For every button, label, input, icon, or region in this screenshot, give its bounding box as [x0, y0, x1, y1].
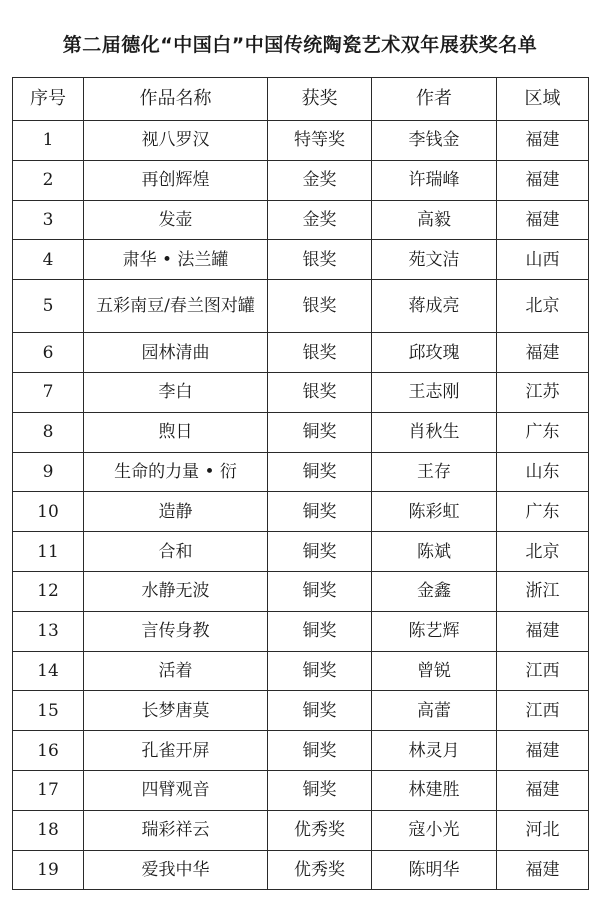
header-region: 区域: [497, 78, 589, 121]
cell-author: 许瑞峰: [372, 160, 497, 200]
cell-award: 优秀奖: [268, 850, 372, 890]
header-work-name: 作品名称: [84, 78, 268, 121]
table-row: [13, 770, 589, 810]
cell-region: 广东: [497, 412, 589, 452]
cell-work-name: 五彩南豆/春兰图对罐: [84, 280, 268, 333]
cell-author: 陈彩虹: [372, 492, 497, 532]
cell-number: 7: [13, 372, 84, 412]
cell-author: 寇小光: [372, 810, 497, 850]
table-row: [13, 280, 589, 333]
cell-author: 陈艺辉: [372, 611, 497, 651]
cell-award: 银奖: [268, 240, 372, 280]
cell-region: 福建: [497, 770, 589, 810]
cell-author: 陈明华: [372, 850, 497, 890]
cell-work-name: 长梦唐莫: [84, 691, 268, 731]
table-row: [13, 571, 589, 611]
cell-region: 江苏: [497, 372, 589, 412]
cell-work-name: 李白: [84, 372, 268, 412]
cell-work-name: 孔雀开屏: [84, 731, 268, 771]
table-row: [13, 810, 589, 850]
cell-work-name: 合和: [84, 532, 268, 572]
table-row: [13, 200, 589, 240]
cell-number: 6: [13, 333, 84, 373]
cell-region: 北京: [497, 532, 589, 572]
cell-region: 浙江: [497, 571, 589, 611]
cell-region: 福建: [497, 850, 589, 890]
cell-author: 邱玫瑰: [372, 333, 497, 373]
cell-work-name: 生命的力量 • 衍: [84, 452, 268, 492]
cell-work-name: 爱我中华: [84, 850, 268, 890]
cell-work-name: 园林清曲: [84, 333, 268, 373]
cell-number: 11: [13, 532, 84, 572]
cell-award: 金奖: [268, 160, 372, 200]
cell-award: 特等奖: [268, 121, 372, 161]
table-row: [13, 452, 589, 492]
cell-author: 林灵月: [372, 731, 497, 771]
cell-award: 铜奖: [268, 492, 372, 532]
cell-region: 福建: [497, 121, 589, 161]
cell-work-name: 活着: [84, 651, 268, 691]
cell-author: 林建胜: [372, 770, 497, 810]
table-row: [13, 412, 589, 452]
cell-author: 苑文洁: [372, 240, 497, 280]
cell-region: 福建: [497, 200, 589, 240]
cell-number: 19: [13, 850, 84, 890]
cell-award: 铜奖: [268, 611, 372, 651]
cell-author: 陈斌: [372, 532, 497, 572]
cell-award: 铜奖: [268, 452, 372, 492]
cell-region: 江西: [497, 651, 589, 691]
cell-author: 高蕾: [372, 691, 497, 731]
table-row: [13, 850, 589, 890]
header-award: 获奖: [268, 78, 372, 121]
cell-number: 2: [13, 160, 84, 200]
cell-region: 福建: [497, 160, 589, 200]
cell-number: 13: [13, 611, 84, 651]
cell-number: 16: [13, 731, 84, 771]
cell-number: 14: [13, 651, 84, 691]
cell-region: 山西: [497, 240, 589, 280]
header-author: 作者: [372, 78, 497, 121]
cell-work-name: 四臂观音: [84, 770, 268, 810]
cell-region: 福建: [497, 333, 589, 373]
table-row: [13, 532, 589, 572]
cell-award: 铜奖: [268, 532, 372, 572]
cell-work-name: 视八罗汉: [84, 121, 268, 161]
cell-author: 王志刚: [372, 372, 497, 412]
table-row: [13, 121, 589, 161]
table-row: [13, 372, 589, 412]
table-body: [13, 121, 589, 890]
cell-number: 17: [13, 770, 84, 810]
table-row: [13, 160, 589, 200]
cell-number: 3: [13, 200, 84, 240]
cell-award: 银奖: [268, 333, 372, 373]
cell-author: 肖秋生: [372, 412, 497, 452]
cell-number: 18: [13, 810, 84, 850]
cell-award: 铜奖: [268, 731, 372, 771]
cell-number: 10: [13, 492, 84, 532]
cell-number: 8: [13, 412, 84, 452]
cell-region: 福建: [497, 611, 589, 651]
cell-author: 金鑫: [372, 571, 497, 611]
table-row: [13, 691, 589, 731]
cell-author: 王存: [372, 452, 497, 492]
cell-number: 5: [13, 280, 84, 333]
cell-region: 河北: [497, 810, 589, 850]
cell-author: 蒋成亮: [372, 280, 497, 333]
cell-award: 铜奖: [268, 571, 372, 611]
cell-award: 金奖: [268, 200, 372, 240]
cell-number: 9: [13, 452, 84, 492]
table-row: [13, 240, 589, 280]
cell-award: 铜奖: [268, 691, 372, 731]
cell-number: 12: [13, 571, 84, 611]
cell-author: 李钱金: [372, 121, 497, 161]
cell-work-name: 发壶: [84, 200, 268, 240]
cell-work-name: 言传身教: [84, 611, 268, 651]
cell-work-name: 瑞彩祥云: [84, 810, 268, 850]
cell-number: 1: [13, 121, 84, 161]
cell-work-name: 造静: [84, 492, 268, 532]
cell-author: 曾锐: [372, 651, 497, 691]
table-row: [13, 731, 589, 771]
cell-work-name: 水静无波: [84, 571, 268, 611]
cell-award: 铜奖: [268, 651, 372, 691]
cell-award: 优秀奖: [268, 810, 372, 850]
table-header-row: [13, 78, 589, 121]
cell-region: 北京: [497, 280, 589, 333]
cell-region: 福建: [497, 731, 589, 771]
cell-number: 15: [13, 691, 84, 731]
cell-author: 高毅: [372, 200, 497, 240]
cell-award: 银奖: [268, 280, 372, 333]
cell-work-name: 煦日: [84, 412, 268, 452]
table-row: [13, 333, 589, 373]
cell-award: 铜奖: [268, 412, 372, 452]
table-row: [13, 651, 589, 691]
cell-work-name: 肃华 • 法兰罐: [84, 240, 268, 280]
document-title: 第二届德化“中国白”中国传统陶瓷艺术双年展获奖名单: [62, 34, 538, 56]
cell-region: 江西: [497, 691, 589, 731]
table-row: [13, 611, 589, 651]
header-number: 序号: [13, 78, 84, 121]
cell-number: 4: [13, 240, 84, 280]
cell-award: 银奖: [268, 372, 372, 412]
cell-work-name: 再创辉煌: [84, 160, 268, 200]
cell-region: 山东: [497, 452, 589, 492]
cell-award: 铜奖: [268, 770, 372, 810]
cell-region: 广东: [497, 492, 589, 532]
table-row: [13, 492, 589, 532]
award-list-table: [12, 77, 589, 890]
